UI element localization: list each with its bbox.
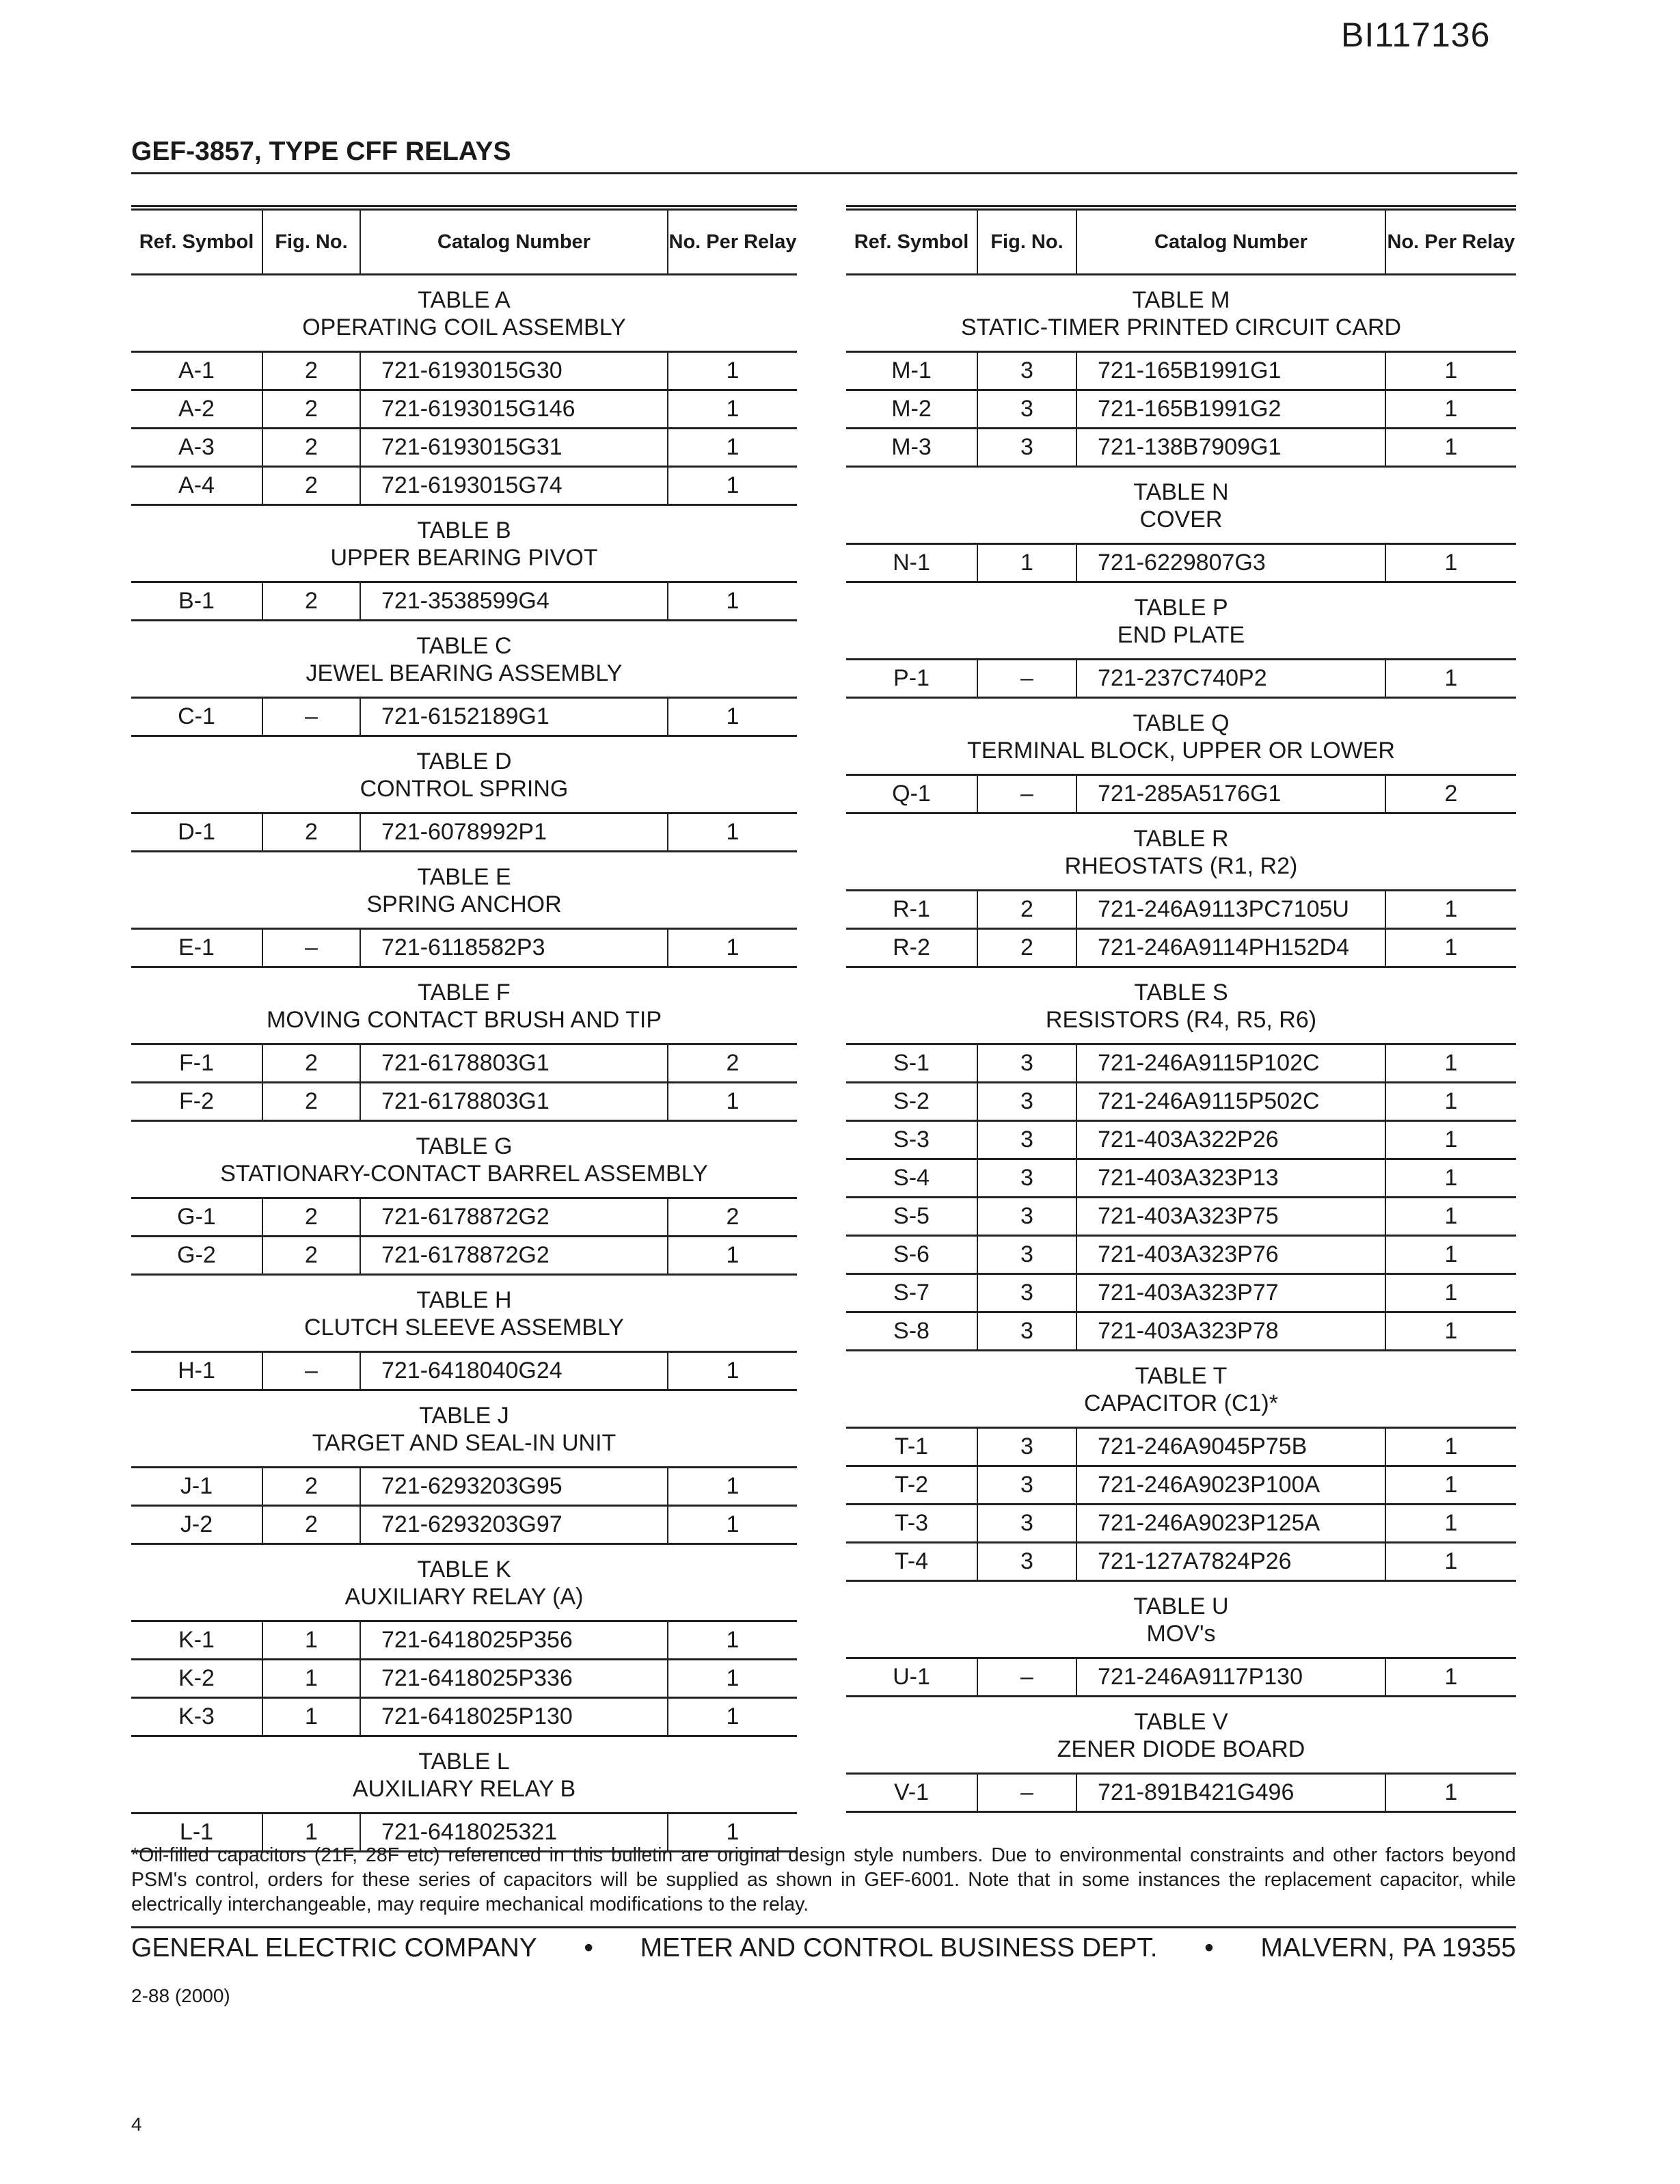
section-subtitle: MOVING CONTACT BRUSH AND TIP [266,1007,662,1033]
catalog-number-cell: 721-403A323P75 [1076,1198,1385,1236]
fig-no-cell: 1 [262,1698,360,1736]
table-section-title [131,505,797,582]
ref-symbol-cell: A-4 [131,467,262,505]
catalog-number-cell: 721-285A5176G1 [1076,775,1385,813]
fig-no-cell: 3 [977,1044,1076,1083]
document-number: BI117136 [1341,16,1491,54]
section-subtitle: TARGET AND SEAL-IN UNIT [312,1430,617,1456]
ref-symbol-cell: L-1 [131,1814,262,1852]
footer-company: GENERAL ELECTRIC COMPANY [131,1933,537,1963]
section-name: TABLE Q [1133,710,1230,736]
per-relay-cell: 1 [1385,390,1516,429]
per-relay-cell: 1 [668,1352,797,1390]
per-relay-cell: 1 [668,1506,797,1544]
table-section-title [846,1697,1516,1774]
section-name: TABLE F [418,980,511,1006]
per-relay-cell: 1 [1385,429,1516,467]
catalog-number-cell: 721-6418025321 [360,1814,668,1852]
ref-symbol-cell: N-1 [846,544,977,582]
catalog-number-header: Catalog Number [1076,208,1385,275]
footer-rule [131,1926,1516,1928]
ref-symbol-cell: K-2 [131,1660,262,1698]
section-subtitle: COVER [1139,507,1223,532]
section-subtitle: CLUTCH SLEEVE ASSEMBLY [304,1315,624,1340]
table-row [131,467,797,505]
ref-symbol-cell: T-1 [846,1428,977,1466]
per-relay-cell: 1 [1385,1505,1516,1543]
fig-no-cell: 1 [262,1621,360,1660]
ref-symbol-cell: M-2 [846,390,977,429]
table-row [131,1044,797,1083]
fig-no-cell: 3 [977,390,1076,429]
catalog-number-cell: 721-403A322P26 [1076,1121,1385,1159]
per-relay-cell: 1 [1385,1083,1516,1121]
table-row [846,1312,1516,1351]
table-row [131,1660,797,1698]
catalog-number-cell: 721-246A9114PH152D4 [1076,929,1385,967]
catalog-number-cell: 721-6193015G74 [360,467,668,505]
per-relay-cell: 1 [1385,660,1516,698]
fig-no-cell: 3 [977,1543,1076,1581]
section-name: TABLE D [416,749,512,774]
catalog-number-cell: 721-138B7909G1 [1076,429,1385,467]
ref-symbol-cell: K-1 [131,1621,262,1660]
ref-symbol-header: Ref. Symbol [846,208,977,275]
section-subtitle: AUXILIARY RELAY B [352,1776,576,1802]
catalog-number-cell: 721-246A9023P100A [1076,1466,1385,1505]
per-relay-cell: 1 [668,1698,797,1736]
catalog-number-cell: 721-6229807G3 [1076,544,1385,582]
section-subtitle: SPRING ANCHOR [366,891,562,917]
per-relay-cell: 1 [668,813,797,852]
ref-symbol-cell: S-6 [846,1236,977,1274]
table-section-title [846,275,1516,352]
ref-symbol-cell: B-1 [131,582,262,621]
per-relay-cell: 2 [668,1198,797,1237]
per-relay-cell: 1 [668,1083,797,1121]
section-name: TABLE R [1133,826,1229,852]
per-relay-cell: 1 [668,1237,797,1275]
per-relay-cell: 1 [1385,1428,1516,1466]
right-parts-column [846,205,1516,1813]
per-relay-cell: 1 [1385,1121,1516,1159]
section-name: TABLE V [1134,1709,1228,1735]
fig-no-cell: 3 [977,1083,1076,1121]
ref-symbol-cell: M-3 [846,429,977,467]
table-section-title [131,967,797,1044]
ref-symbol-cell: V-1 [846,1774,977,1812]
table-row [131,1237,797,1275]
table-row [846,429,1516,467]
section-name: TABLE C [416,633,512,659]
table-row [131,352,797,390]
ref-symbol-cell: J-2 [131,1506,262,1544]
ref-symbol-cell: M-1 [846,352,977,390]
fig-no-cell: – [977,660,1076,698]
per-relay-cell: 1 [1385,1774,1516,1812]
per-relay-cell: 1 [1385,1274,1516,1312]
catalog-number-cell: 721-6178803G1 [360,1083,668,1121]
catalog-number-cell: 721-403A323P78 [1076,1312,1385,1351]
catalog-number-cell: 721-246A9115P502C [1076,1083,1385,1121]
table-row [846,1274,1516,1312]
fig-no-cell: 2 [262,813,360,852]
section-subtitle: UPPER BEARING PIVOT [330,545,598,571]
catalog-number-cell: 721-6152189G1 [360,698,668,736]
fig-no-cell: 1 [262,1814,360,1852]
per-relay-cell: 1 [1385,1466,1516,1505]
date-code: 2-88 (2000) [131,1985,230,2006]
table-row [846,1083,1516,1121]
catalog-number-cell: 721-246A9045P75B [1076,1428,1385,1466]
fig-no-cell: 3 [977,1236,1076,1274]
fig-no-cell: 3 [977,1159,1076,1198]
section-subtitle: ZENER DIODE BOARD [1057,1736,1305,1762]
fig-no-cell: 2 [262,467,360,505]
fig-no-cell: 2 [262,582,360,621]
table-row [131,1083,797,1121]
catalog-number-cell: 721-403A323P76 [1076,1236,1385,1274]
footer-location: MALVERN, PA 19355 [1260,1933,1516,1963]
table-row [846,891,1516,929]
fig-no-cell: 3 [977,1505,1076,1543]
catalog-number-cell: 721-403A323P77 [1076,1274,1385,1312]
ref-symbol-cell: S-4 [846,1159,977,1198]
ref-symbol-cell: T-3 [846,1505,977,1543]
table-section-title [846,967,1516,1044]
capacitor-footnote: *Oil-filled capacitors (21F, 28F etc) referenced in this bulletin are original design style numbers. Due to environmental constraints and other factors beyond PSM's control, orders for these series of capacitors will be supplied as shown in GEF-6001. Note that in some instances the replacement capacitor, while electrically interchangeable, may require mechanical modifications to the relay. [131,1844,1516,1915]
catalog-number-cell: 721-6178803G1 [360,1044,668,1083]
per-relay-cell: 1 [668,1814,797,1852]
table-section-title [846,813,1516,891]
table-row [846,1466,1516,1505]
ref-symbol-cell: R-1 [846,891,977,929]
section-name: TABLE K [417,1556,511,1582]
ref-symbol-cell: C-1 [131,698,262,736]
fig-no-cell: – [262,698,360,736]
fig-no-cell: 2 [262,352,360,390]
fig-no-cell: 2 [262,1237,360,1275]
section-name: TABLE L [418,1749,510,1775]
per-relay-cell: 1 [668,582,797,621]
ref-symbol-cell: K-3 [131,1698,262,1736]
catalog-number-cell: 721-127A7824P26 [1076,1543,1385,1581]
catalog-number-cell: 721-6118582P3 [360,929,668,967]
fig-no-cell: 3 [977,352,1076,390]
section-name: TABLE T [1135,1363,1228,1389]
table-section-title [131,1390,797,1468]
ref-symbol-cell: F-2 [131,1083,262,1121]
section-name: TABLE U [1133,1593,1229,1619]
table-section-title [131,1544,797,1621]
per-relay-cell: 2 [668,1044,797,1083]
per-relay-cell: 1 [1385,1312,1516,1351]
footer-separator: • [584,1933,593,1963]
fig-no-cell: 2 [262,1198,360,1237]
fig-no-cell: 2 [262,390,360,429]
table-row [131,929,797,967]
table-row [846,390,1516,429]
catalog-number-cell: 721-6193015G30 [360,352,668,390]
per-relay-header: No. Per Relay [1385,208,1516,275]
section-subtitle: TERMINAL BLOCK, UPPER OR LOWER [967,738,1395,764]
ref-symbol-cell: P-1 [846,660,977,698]
fig-no-cell: 2 [262,1468,360,1506]
fig-no-cell: 2 [262,1083,360,1121]
table-section-title [131,1121,797,1198]
per-relay-cell: 1 [668,1621,797,1660]
ref-symbol-cell: S-8 [846,1312,977,1351]
section-name: TABLE N [1133,479,1229,505]
ref-symbol-cell: S-2 [846,1083,977,1121]
per-relay-cell: 1 [1385,1543,1516,1581]
catalog-number-cell: 721-246A9115P102C [1076,1044,1385,1083]
per-relay-cell: 1 [668,390,797,429]
table-row [846,1121,1516,1159]
fig-no-cell: 3 [977,429,1076,467]
catalog-number-cell: 721-6193015G146 [360,390,668,429]
catalog-number-cell: 721-6418025P336 [360,1660,668,1698]
per-relay-cell: 1 [668,1468,797,1506]
table-row [846,1044,1516,1083]
per-relay-cell: 1 [668,929,797,967]
catalog-number-cell: 721-165B1991G2 [1076,390,1385,429]
table-row [846,544,1516,582]
catalog-number-cell: 721-891B421G496 [1076,1774,1385,1812]
ref-symbol-cell: R-2 [846,929,977,967]
fig-no-cell: 3 [977,1274,1076,1312]
ref-symbol-cell: A-2 [131,390,262,429]
catalog-number-cell: 721-6178872G2 [360,1198,668,1237]
ref-symbol-cell: S-1 [846,1044,977,1083]
section-name: TABLE G [416,1133,513,1159]
ref-symbol-cell: S-7 [846,1274,977,1312]
ref-symbol-cell: S-3 [846,1121,977,1159]
fig-no-cell: 2 [262,1044,360,1083]
per-relay-cell: 1 [668,698,797,736]
heading-rule [131,172,1517,174]
section-name: TABLE E [417,864,511,890]
ref-symbol-cell: F-1 [131,1044,262,1083]
table-row [846,929,1516,967]
catalog-number-cell: 721-246A9023P125A [1076,1505,1385,1543]
catalog-number-header: Catalog Number [360,208,668,275]
table-row [131,813,797,852]
table-section-title [846,1581,1516,1658]
catalog-number-cell: 721-6418025P356 [360,1621,668,1660]
table-section-title [131,736,797,813]
table-row [131,1698,797,1736]
ref-symbol-cell: Q-1 [846,775,977,813]
section-subtitle: RESISTORS (R4, R5, R6) [1045,1007,1317,1033]
section-subtitle: END PLATE [1117,622,1245,648]
table-row [131,1198,797,1237]
per-relay-cell: 1 [668,352,797,390]
fig-no-cell: – [262,929,360,967]
catalog-number-cell: 721-6293203G95 [360,1468,668,1506]
page-number: 4 [131,2114,142,2135]
table-row [846,1774,1516,1812]
per-relay-cell: 1 [1385,891,1516,929]
fig-no-cell: 2 [262,1506,360,1544]
ref-symbol-cell: S-5 [846,1198,977,1236]
left-table-body [131,275,797,1852]
table-row [846,1543,1516,1581]
table-row [846,1159,1516,1198]
fig-no-header: Fig. No. [977,208,1076,275]
table-section-title [131,1275,797,1352]
table-row [846,1236,1516,1274]
table-header-row [131,208,797,275]
per-relay-cell: 1 [1385,1236,1516,1274]
table-row [131,1468,797,1506]
section-subtitle: CAPACITOR (C1)* [1083,1390,1278,1416]
catalog-number-cell: 721-6193015G31 [360,429,668,467]
per-relay-cell: 1 [1385,1044,1516,1083]
catalog-number-cell: 721-403A323P13 [1076,1159,1385,1198]
section-subtitle: MOV's [1146,1621,1216,1647]
parts-table-left [131,205,797,1852]
left-parts-column [131,205,797,1852]
table-row [846,1658,1516,1697]
catalog-number-cell: 721-237C740P2 [1076,660,1385,698]
table-row [846,1198,1516,1236]
section-name: TABLE M [1132,287,1230,313]
table-row [846,775,1516,813]
catalog-number-cell: 721-6178872G2 [360,1237,668,1275]
fig-no-cell: – [977,1774,1076,1812]
fig-no-cell: 2 [977,929,1076,967]
table-section-title [131,275,797,352]
section-subtitle: CONTROL SPRING [360,776,569,802]
catalog-number-cell: 721-165B1991G1 [1076,352,1385,390]
table-row [131,698,797,736]
fig-no-cell: – [977,775,1076,813]
ref-symbol-cell: E-1 [131,929,262,967]
section-subtitle: JEWEL BEARING ASSEMBLY [306,660,623,686]
section-subtitle: AUXILIARY RELAY (A) [344,1584,584,1610]
catalog-number-cell: 721-6418025P130 [360,1698,668,1736]
per-relay-cell: 1 [1385,1658,1516,1697]
fig-no-cell: 2 [977,891,1076,929]
fig-no-cell: 2 [262,429,360,467]
table-row [131,1621,797,1660]
section-subtitle: STATIONARY-CONTACT BARREL ASSEMBLY [220,1161,708,1187]
per-relay-header: No. Per Relay [668,208,797,275]
table-row [131,390,797,429]
catalog-number-cell: 721-3538599G4 [360,582,668,621]
ref-symbol-cell: J-1 [131,1468,262,1506]
ref-symbol-cell: D-1 [131,813,262,852]
table-row [846,660,1516,698]
catalog-number-cell: 721-6418040G24 [360,1352,668,1390]
per-relay-cell: 1 [1385,929,1516,967]
section-name: TABLE J [419,1403,509,1429]
table-section-title [846,1351,1516,1428]
table-row [846,1505,1516,1543]
fig-no-cell: 3 [977,1121,1076,1159]
fig-no-cell: 1 [977,544,1076,582]
per-relay-cell: 1 [668,1660,797,1698]
section-subtitle: OPERATING COIL ASSEMBLY [302,314,626,340]
catalog-number-cell: 721-6078992P1 [360,813,668,852]
fig-no-cell: 3 [977,1198,1076,1236]
catalog-number-cell: 721-246A9117P130 [1076,1658,1385,1697]
section-name: TABLE B [417,517,511,543]
section-name: TABLE H [416,1287,512,1313]
ref-symbol-cell: T-4 [846,1543,977,1581]
table-row [846,1428,1516,1466]
fig-no-cell: 3 [977,1428,1076,1466]
table-section-title [846,698,1516,775]
per-relay-cell: 2 [1385,775,1516,813]
table-header-row [846,208,1516,275]
ref-symbol-cell: H-1 [131,1352,262,1390]
ref-symbol-cell: U-1 [846,1658,977,1697]
ref-symbol-cell: G-1 [131,1198,262,1237]
parts-table-right [846,205,1516,1813]
fig-no-cell: 3 [977,1312,1076,1351]
table-section-title [131,621,797,698]
fig-no-cell: – [977,1658,1076,1697]
table-section-title [846,467,1516,544]
ref-symbol-cell: T-2 [846,1466,977,1505]
right-table-body [846,275,1516,1812]
per-relay-cell: 1 [1385,1198,1516,1236]
ref-symbol-header: Ref. Symbol [131,208,262,275]
footer-separator: • [1204,1933,1214,1963]
page-heading: GEF-3857, TYPE CFF RELAYS [131,137,511,166]
table-row [846,352,1516,390]
table-row [131,429,797,467]
per-relay-cell: 1 [1385,544,1516,582]
per-relay-cell: 1 [1385,352,1516,390]
catalog-number-cell: 721-6293203G97 [360,1506,668,1544]
table-row [131,1352,797,1390]
table-section-title [131,1736,797,1814]
section-name: TABLE P [1134,595,1228,621]
fig-no-header: Fig. No. [262,208,360,275]
per-relay-cell: 1 [1385,1159,1516,1198]
fig-no-cell: – [262,1352,360,1390]
section-name: TABLE A [418,287,511,313]
footer-dept: METER AND CONTROL BUSINESS DEPT. [640,1933,1158,1963]
table-row [131,582,797,621]
ref-symbol-cell: G-2 [131,1237,262,1275]
ref-symbol-cell: A-1 [131,352,262,390]
fig-no-cell: 3 [977,1466,1076,1505]
section-name: TABLE S [1134,980,1228,1006]
table-section-title [846,582,1516,660]
section-subtitle: STATIC-TIMER PRINTED CIRCUIT CARD [960,314,1402,340]
section-subtitle: RHEOSTATS (R1, R2) [1064,853,1298,879]
per-relay-cell: 1 [668,429,797,467]
ref-symbol-cell: A-3 [131,429,262,467]
per-relay-cell: 1 [668,467,797,505]
fig-no-cell: 1 [262,1660,360,1698]
table-row [131,1506,797,1544]
catalog-number-cell: 721-246A9113PC7105U [1076,891,1385,929]
table-section-title [131,852,797,929]
footer [131,1933,1516,1963]
